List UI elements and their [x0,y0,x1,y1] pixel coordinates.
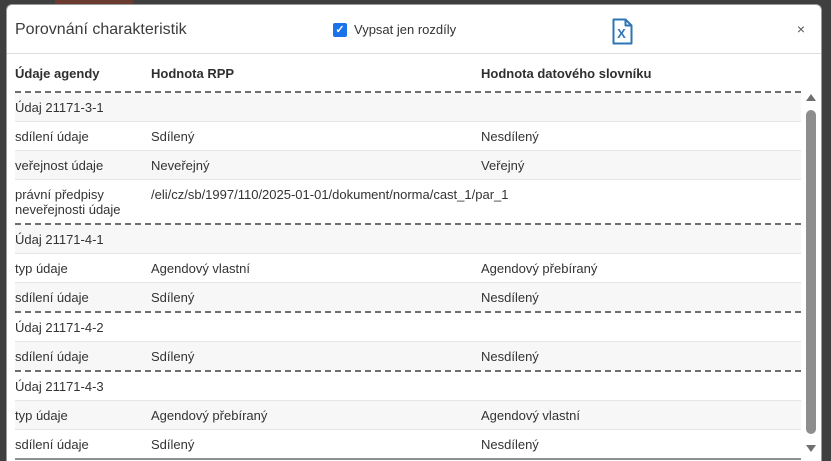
checkbox-checked-icon[interactable]: ✓ [333,23,347,37]
excel-export-icon [610,18,634,45]
scrollbar-thumb[interactable] [806,110,816,434]
cell-attribute: sdílení údaje [15,349,89,364]
cell-dictionary-value: Veřejný [481,158,525,173]
cell-attribute: typ údaje [15,408,68,423]
cell-attribute: Údaj 21171-4-3 [15,379,104,394]
table-row [15,401,801,430]
column-header-dictionary-value: Hodnota datového slovníku [481,66,652,81]
cell-attribute: veřejnost údaje [15,158,104,173]
cell-attribute: Údaj 21171-4-2 [15,320,104,335]
group-header-row [15,372,801,401]
svg-text:X: X [617,26,626,41]
cell-rpp-value: Sdílený [151,129,195,144]
cell-dictionary-value [481,320,801,335]
cell-dictionary-value: Nesdílený [481,290,539,305]
column-header-rpp-value: Hodnota RPP [151,66,235,81]
scroll-up-icon[interactable] [806,94,816,101]
scroll-down-icon[interactable] [806,445,816,452]
cell-dictionary-value: Nesdílený [481,437,539,452]
checkbox-label: Vypsat jen rozdíly [354,22,457,37]
cell-rpp-value: Neveřejný [151,158,210,173]
column-header-agenda-data: Údaje agendy [15,66,100,81]
cell-dictionary-value [481,187,801,217]
close-icon[interactable]: × [791,5,811,54]
cell-rpp-value: Sdílený [151,349,195,364]
table-row [15,283,801,311]
excel-export-button[interactable] [608,16,636,44]
table-header-row [15,54,801,91]
table-row [15,430,801,458]
cell-rpp-value: Agendový vlastní [151,261,251,276]
cell-dictionary-value: Agendový přebíraný [481,261,598,276]
cell-attribute: Údaj 21171-4-1 [15,232,104,247]
cell-rpp-value: Sdílený [151,437,195,452]
table-row [15,151,801,180]
group-header-row [15,313,801,342]
cell-rpp-value [151,100,481,115]
table-row [15,342,801,370]
cell-attribute: sdílení údaje [15,290,89,305]
cell-dictionary-value [481,232,801,247]
table-bottom-border [15,458,801,460]
cell-attribute: typ údaje [15,261,68,276]
cell-dictionary-value [481,100,801,115]
differences-only-checkbox[interactable] [333,5,456,54]
comparison-dialog [6,4,822,461]
group-header-row [15,225,801,254]
vertical-scrollbar[interactable] [804,89,819,457]
cell-rpp-value [151,232,481,247]
cell-rpp-value: Agendový přebíraný [151,408,268,423]
cell-attribute: právní předpisy neveřejnosti údaje [15,187,121,217]
table-row [15,254,801,283]
comparison-table [7,54,821,460]
cell-rpp-value [151,320,481,335]
cell-attribute: Údaj 21171-3-1 [15,100,104,115]
dialog-header [7,5,821,54]
cell-attribute: sdílení údaje [15,437,89,452]
table-row [15,180,801,223]
dialog-title: Porovnání charakteristik [15,21,187,38]
cell-rpp-value: /eli/cz/sb/1997/110/2025-01-01/dokument/norma/cast_1/par_1 [151,187,509,202]
cell-rpp-value [151,379,481,394]
cell-rpp-value: Sdílený [151,290,195,305]
table-row [15,122,801,151]
cell-attribute: sdílení údaje [15,129,89,144]
cell-dictionary-value: Nesdílený [481,129,539,144]
cell-dictionary-value: Nesdílený [481,349,539,364]
cell-dictionary-value: Agendový vlastní [481,408,581,423]
group-header-row [15,93,801,122]
cell-dictionary-value [481,379,801,394]
table-rows [15,91,801,460]
